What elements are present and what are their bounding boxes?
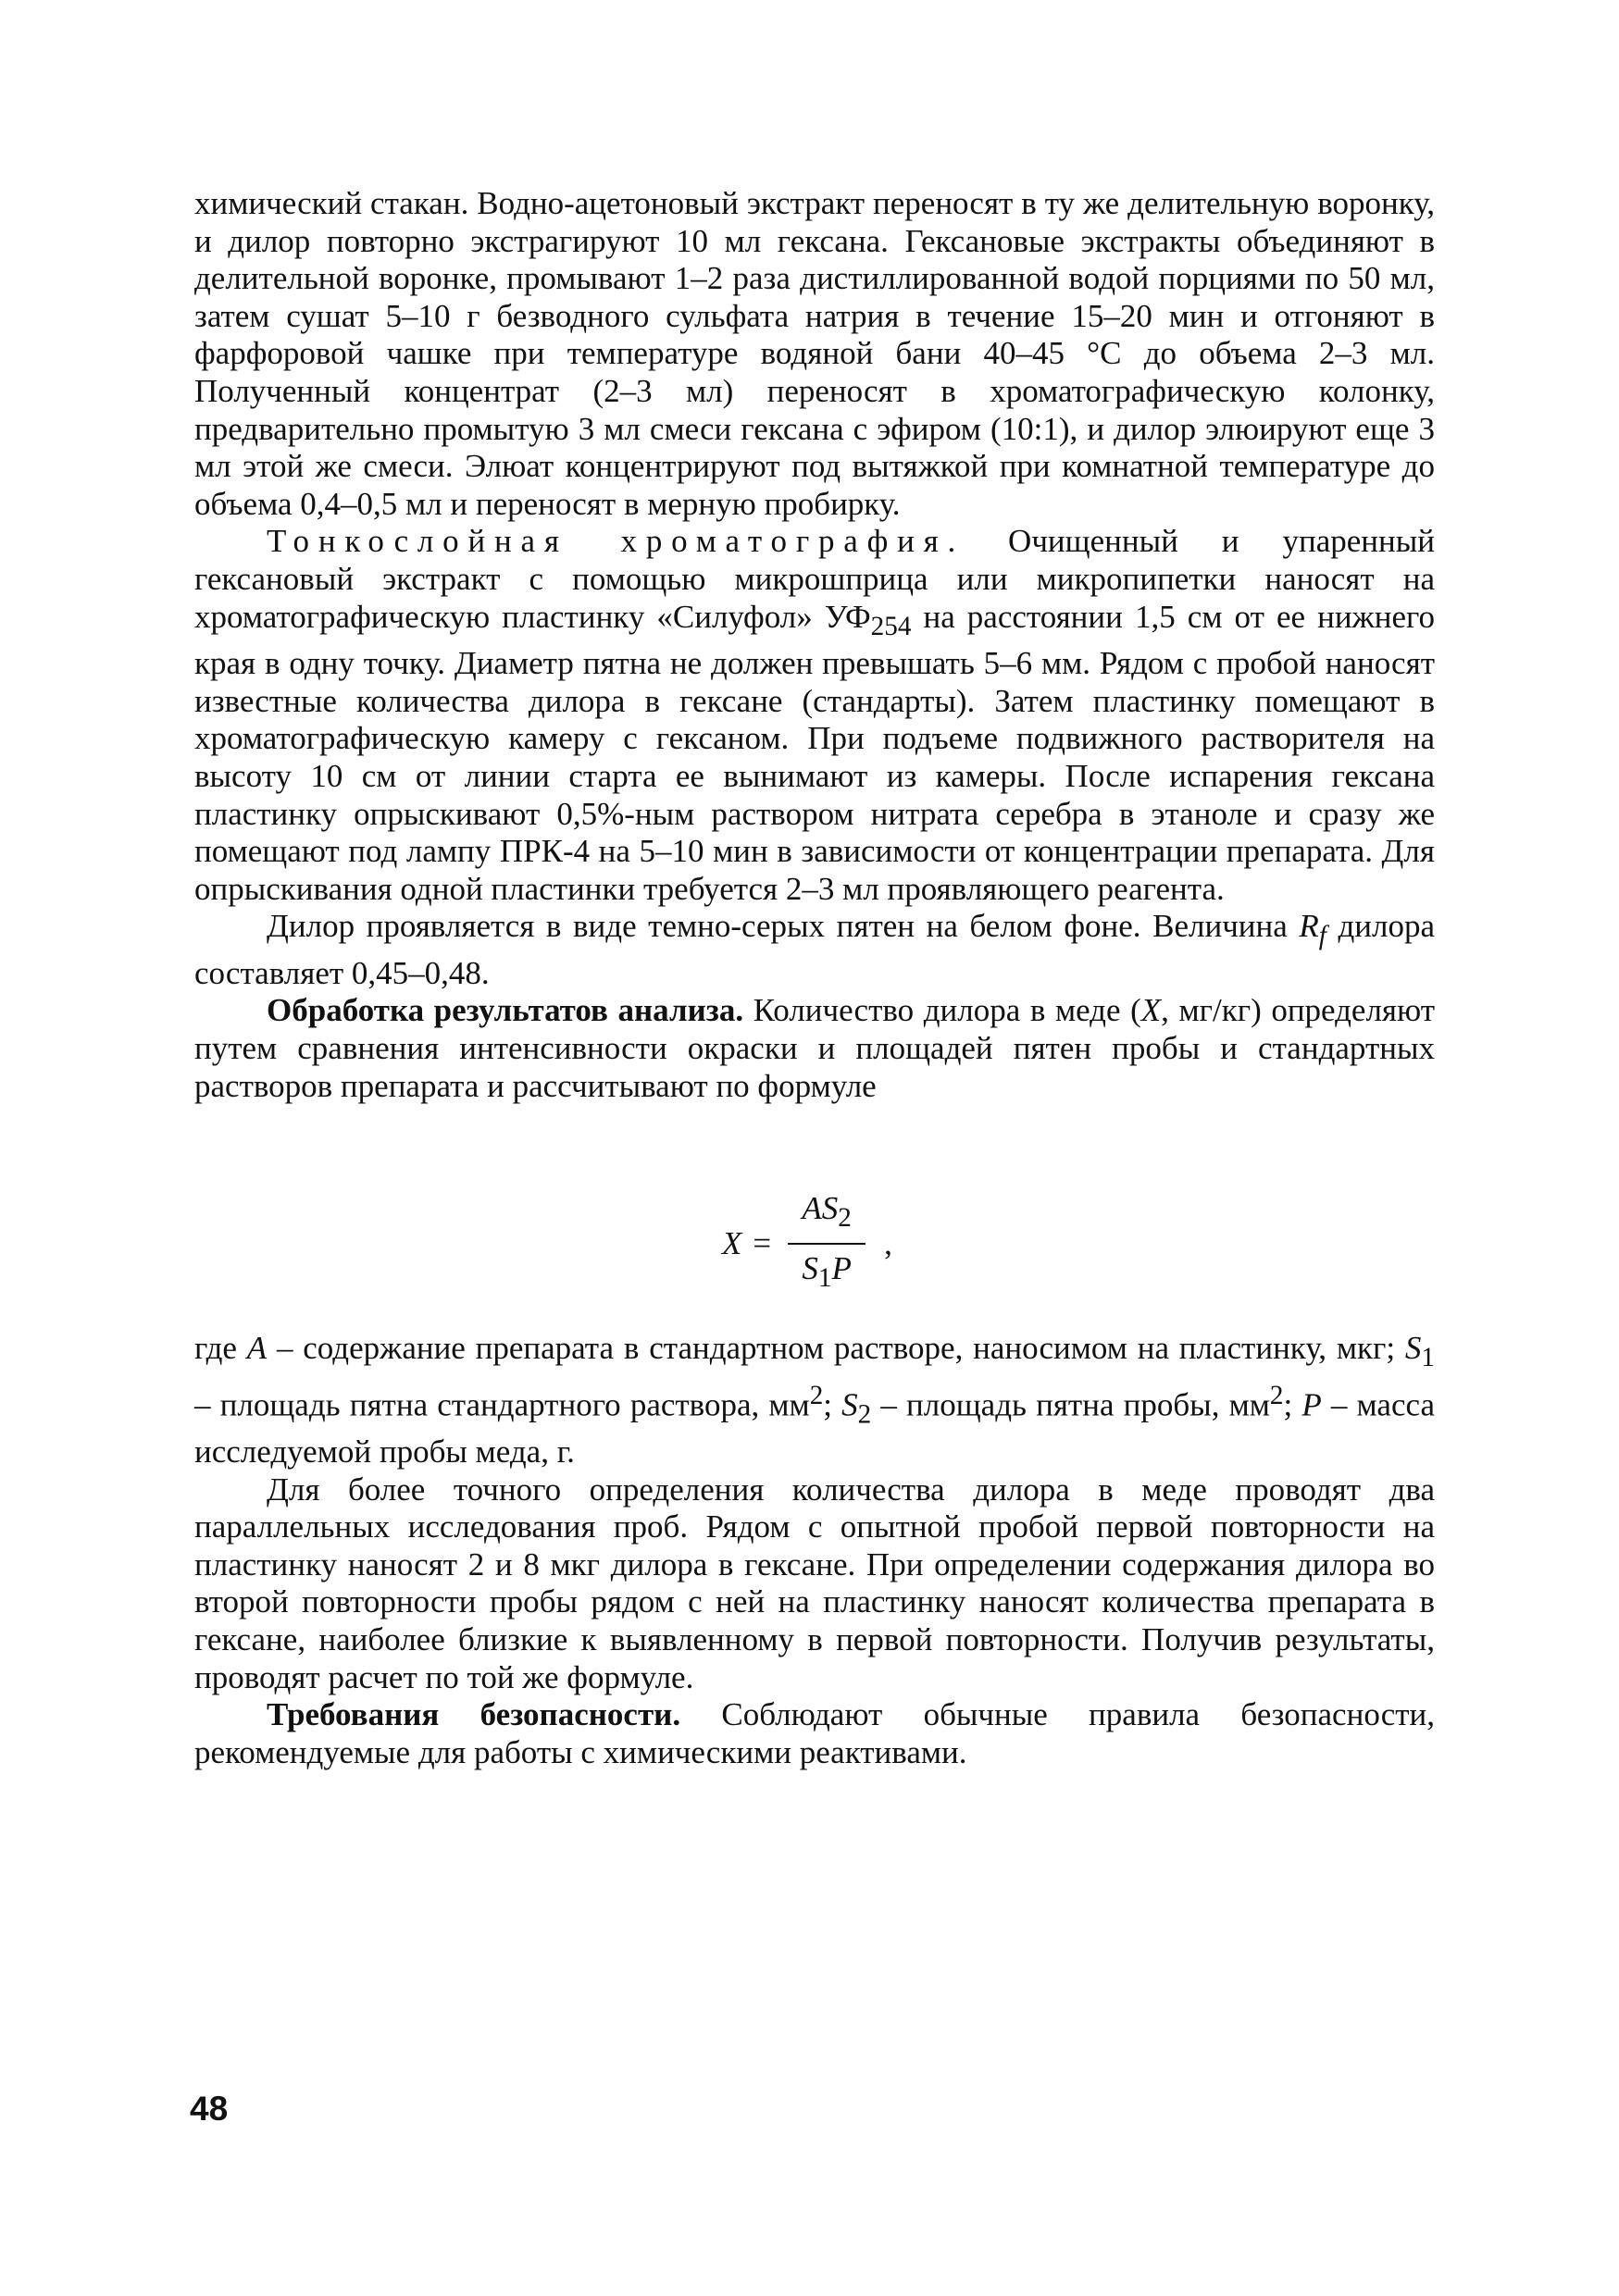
rf-text-a: Дилор проявляется в виде темно-серых пятен на белом фоне. Величина (267, 908, 1300, 945)
page-number: 48 (190, 2090, 229, 2128)
formula-denominator (802, 1250, 851, 1297)
paragraph-parallel: Для более точного определения количества дилора в меде проводят два параллельных исследования проб. Рядом с опытной пробой первой повторности на пластинку наносят 2 и 8 мкг дилора в гексане. При определении содержания дилора во второй повторности пробы рядом с ней на пластинку наносят количества препарата в гексане, наиболее близкие к выявленному в первой повторности. Получив результаты, проводят расчет по той же формуле. (194, 1471, 1435, 1695)
legend-sup-1: 2 (809, 1380, 824, 1410)
formula-lhs: X (722, 1224, 742, 1261)
rf-text-b: дилора составляет 0,45–0,48. (194, 908, 1435, 991)
legend-s2-subscript: 2 (857, 1399, 872, 1430)
legend-text-a: где (194, 1330, 247, 1367)
paragraph-legend (194, 1330, 1435, 1471)
legend-text-c: – площадь пятна стандартного раствора, мм (194, 1386, 810, 1423)
rf-subscript: f (1318, 921, 1326, 951)
numerator-subscript: 2 (838, 1203, 852, 1234)
denominator-p-symbol: P (831, 1249, 852, 1286)
tlc-text-b: на расстоянии 1,5 см от ее нижнего края в одну точку. Диаметр пятна не должен превышать 5–6 мм. Рядом с пробой наносят известные количества дилора в гексане (стандарты). Затем пластинку помещают в хроматографическую камеру с гексаном. При подъеме подвижного растворителя на высоту 10 см от линии старта ее вынимают из камеры. После испарения гексана пластинку опрыскивают 0,5%-ным раствором нитрата серебра в этаноле и сразу же помещают под лампу ПРК-4 на 5–10 мин в зависимости от концентрации препарата. Для опрыскивания одной пластинки требуется 2–3 мл проявляющего реагента. (194, 598, 1435, 907)
paragraph-extraction: химический стакан. Водно-ацетоновый экстракт переносят в ту же делительную воронку, и дилор повторно экстрагируют 10 мл гексана. Гексановые экстракты объединяют в делительной воронке, промывают 1–2 раза дистиллированной водой порциями по 50 мл, затем сушат 5–10 г безводного сульфата натрия в течение 15–20 мин и отгоняют в фарфоровой чашке при температуре водяной бани 40–45 °С до объема 2–3 мл. Полученный концентрат (2–3 мл) переносят в хроматографическую колонку, предварительно промытую 3 мл смеси гексана с эфиром (10:1), и дилор элюируют еще 3 мл этой же смеси. Элюат концентрируют под вытяжкой при комнатной температуре до объема 0,4–0,5 мл и переносят в мерную пробирку. (194, 185, 1435, 522)
denominator-subscript: 1 (817, 1262, 832, 1293)
legend-p-symbol: P (1301, 1386, 1322, 1423)
tlc-heading: Тонкослойная хроматография. (267, 523, 965, 560)
numerator-symbol: AS (802, 1190, 839, 1227)
fraction-bar (788, 1243, 866, 1245)
legend-s1-symbol: S (1404, 1330, 1422, 1367)
legend-text-f: ; (1283, 1386, 1302, 1423)
tlc-text-a: Очищенный и упаренный гексановый экстракт с помощью микрошприца или микропипетки наносят на хроматографическую пластинку «Силуфол» УФ (194, 523, 1436, 635)
page-body (194, 185, 1435, 1771)
paragraph-rf (194, 908, 1435, 992)
formula-fraction (788, 1190, 866, 1297)
legend-text-b: – содержание препарата в стандартном растворе, наносимом на пластинку, мкг; (267, 1330, 1405, 1367)
legend-a-symbol: A (246, 1330, 268, 1367)
legend-sup-2: 2 (1269, 1380, 1284, 1410)
paragraph-tlc (194, 523, 1435, 908)
results-heading: Обработка результатов анализа. (267, 992, 744, 1029)
denominator-s-symbol: S (802, 1249, 818, 1286)
rf-symbol: R (1299, 908, 1319, 945)
formula-equals: = (753, 1224, 772, 1261)
formula (722, 1190, 892, 1297)
legend-s1-subscript: 1 (1421, 1343, 1435, 1373)
formula-comma: , (884, 1224, 892, 1261)
legend-text-e: – площадь пятна пробы, мм (871, 1386, 1270, 1423)
legend-s2-symbol: S (841, 1386, 858, 1423)
results-x-symbol: X (1140, 992, 1162, 1029)
tlc-subscript: 254 (870, 611, 912, 641)
safety-text: Соблюдают обычные правила безопасности, рекомендуемые для работы с химическими реактивами. (194, 1696, 1436, 1770)
formula-block (194, 1140, 1435, 1302)
formula-numerator (796, 1190, 856, 1237)
legend-text-g: – масса исследуемой пробы меда, г. (194, 1386, 1435, 1471)
legend-text-d: ; (823, 1386, 842, 1423)
results-text-b: , мг/кг) определяют путем сравнения интенсивности окраски и площадей пятен пробы и стандартных растворов препарата и рассчитывают по формуле (194, 992, 1436, 1104)
paragraph-safety (194, 1696, 1435, 1771)
paragraph-results (194, 992, 1435, 1105)
safety-heading: Требования безопасности. (267, 1696, 681, 1733)
results-text-a: Количество дилора в меде ( (743, 992, 1141, 1029)
